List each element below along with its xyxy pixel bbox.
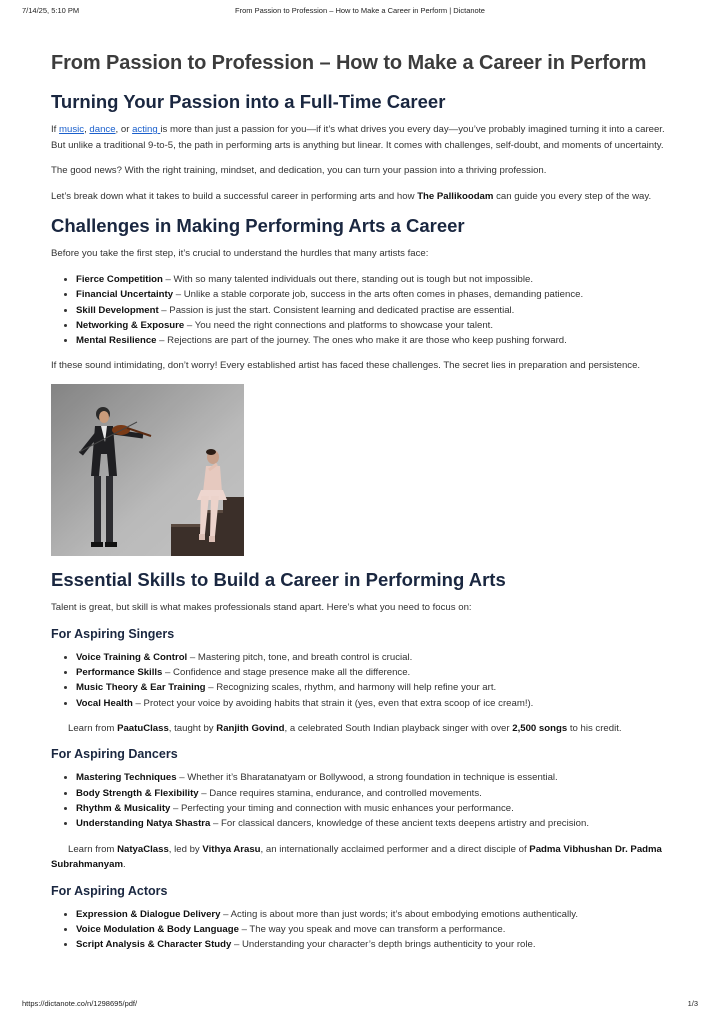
item-term: Performance Skills xyxy=(76,666,163,678)
item-term: Music Theory & Ear Training xyxy=(76,682,206,694)
text: , xyxy=(84,124,90,135)
text: Learn from xyxy=(68,722,118,734)
list-item xyxy=(76,922,671,937)
item-text: – Acting is about more than just words; it’s about embodying emotions authentically. xyxy=(220,908,578,920)
course-name: PaatuClass xyxy=(117,722,169,734)
paatuclass-paragraph xyxy=(51,721,671,737)
list-item xyxy=(76,650,671,665)
challenges-outro: If these sound intimidating, don’t worry! Every established artist has faced these challenges. The secret lies in preparation and persistence. xyxy=(51,360,641,372)
item-text: – You need the right connections and platforms to showcase your talent. xyxy=(184,319,494,331)
item-term: Understanding Natya Shastra xyxy=(76,818,211,830)
skills-intro: Talent is great, but skill is what makes professionals stand apart. Here’s what you need to focus on: xyxy=(51,602,472,614)
teacher-name: Ranjith Govind xyxy=(216,722,285,734)
item-text: – With so many talented individuals out there, standing out is tough but not impossible. xyxy=(162,273,533,285)
item-term: Financial Uncertainty xyxy=(76,289,174,301)
subheading-actors: For Aspiring Actors xyxy=(51,883,168,898)
text: , an internationally acclaimed performer and a direct disciple of xyxy=(260,843,530,855)
intro-paragraph xyxy=(51,122,671,153)
text: , or xyxy=(115,124,133,135)
text: . xyxy=(122,859,126,871)
list-item xyxy=(76,770,671,785)
challenges-intro: Before you take the first step, it’s crucial to understand the hurdles that many artists face: xyxy=(51,248,429,260)
item-text: – Confidence and stage presence make all the difference. xyxy=(162,666,411,678)
item-term: Body Strength & Flexibility xyxy=(76,787,199,799)
item-term: Expression & Dialogue Delivery xyxy=(76,908,221,920)
list-item xyxy=(76,272,671,287)
violinist-dancer-photo xyxy=(51,384,244,556)
guru-name: Padma Vibhushan Dr. Padma Subrahmanyam xyxy=(51,843,662,871)
text: Learn from xyxy=(68,843,118,855)
text: to his credit. xyxy=(567,722,622,734)
list-item xyxy=(76,318,671,333)
item-term: Fierce Competition xyxy=(76,273,163,285)
text: If xyxy=(51,124,59,135)
list-item xyxy=(76,907,671,922)
text: , a celebrated South Indian playback singer with over xyxy=(284,722,513,734)
music-link[interactable]: music xyxy=(59,124,85,135)
list-item xyxy=(76,287,671,302)
page-title: From Passion to Profession – How to Make a Career in Perform xyxy=(51,52,647,74)
item-text: – For classical dancers, knowledge of these ancient texts deepens artistry and precision. xyxy=(210,818,589,830)
print-title: From Passion to Profession – How to Make a Career in Perform | Dictanote xyxy=(235,6,485,15)
list-item xyxy=(76,937,671,952)
challenges-list xyxy=(51,272,671,348)
list-item xyxy=(76,696,671,711)
item-term: Skill Development xyxy=(76,304,159,316)
item-text: – Passion is just the start. Consistent learning and dedicated practise are essential. xyxy=(158,304,515,316)
teacher-name: Vithya Arasu xyxy=(202,843,261,855)
item-term: Script Analysis & Character Study xyxy=(76,939,232,951)
song-count: 2,500 songs xyxy=(512,722,568,734)
item-text: – Perfecting your timing and connection with music enhances your performance. xyxy=(170,803,514,815)
list-item xyxy=(76,801,671,816)
section-heading-career: Turning Your Passion into a Full-Time Career xyxy=(51,91,446,112)
item-text: – Protect your voice by avoiding habits that strain it (yes, even that extra scoop of ice cream!). xyxy=(132,697,534,709)
singers-list xyxy=(51,650,671,711)
list-item xyxy=(76,786,671,801)
item-text: – Recognizing scales, rhythm, and harmony will help refine your art. xyxy=(205,682,497,694)
list-item xyxy=(76,303,671,318)
list-item xyxy=(76,816,671,831)
article xyxy=(51,50,671,963)
item-term: Networking & Exposure xyxy=(76,319,185,331)
text: Let’s break down what it takes to build a successful career in performing arts and how xyxy=(51,190,418,202)
dance-link[interactable]: dance xyxy=(89,124,116,135)
acting-link[interactable]: acting xyxy=(132,124,161,135)
text: , taught by xyxy=(168,722,217,734)
item-term: Mastering Techniques xyxy=(76,772,177,784)
item-text: – Whether it’s Bharatanatyam or Bollywood, a strong foundation in technique is essential. xyxy=(176,772,558,784)
print-url: https://dictanote.co/n/1298695/pdf/ xyxy=(22,999,138,1008)
item-term: Voice Modulation & Body Language xyxy=(76,924,239,936)
list-item xyxy=(76,680,671,695)
item-term: Rhythm & Musicality xyxy=(76,803,171,815)
item-term: Mental Resilience xyxy=(76,335,157,347)
dancers-list xyxy=(51,770,671,831)
item-text: – Mastering pitch, tone, and breath control is crucial. xyxy=(187,651,413,663)
section-heading-skills: Essential Skills to Build a Career in Performing Arts xyxy=(51,569,506,591)
natyaclass-paragraph xyxy=(51,842,671,873)
brand-name: The Pallikoodam xyxy=(417,190,494,202)
text: can guide you every step of the way. xyxy=(493,190,652,202)
print-datetime: 7/14/25, 5:10 PM xyxy=(22,6,80,15)
page-number: 1/3 xyxy=(687,999,698,1008)
item-text: – Rejections are part of the journey. The ones who make it are those who keep pushing forward. xyxy=(156,335,567,347)
item-term: Vocal Health xyxy=(76,697,133,709)
item-text: – Unlike a stable corporate job, success in the arts often comes in phases, demanding patience. xyxy=(173,289,584,301)
print-footer xyxy=(22,999,698,1011)
item-term: Voice Training & Control xyxy=(76,651,188,663)
print-header xyxy=(22,6,698,20)
item-text: – Understanding your character’s depth brings authenticity to your role. xyxy=(231,939,536,951)
pallikoodam-paragraph xyxy=(51,189,671,205)
text: is more than just a passion for you—if it’s what drives you every day—you’ve probably imagined turning it into a career. But unlike a traditional 9-to-5, the path in performing arts is anything but linear. It comes with challenges, self-doubt, and moments of uncertainty. xyxy=(51,124,665,151)
subheading-dancers: For Aspiring Dancers xyxy=(51,747,178,762)
item-text: – Dance requires stamina, endurance, and controlled movements. xyxy=(198,787,482,799)
actors-list xyxy=(51,907,671,953)
list-item xyxy=(76,665,671,680)
item-text: – The way you speak and move can transform a performance. xyxy=(238,924,506,936)
subheading-singers: For Aspiring Singers xyxy=(51,626,175,641)
course-name: NatyaClass xyxy=(117,843,169,855)
text: , led by xyxy=(168,843,203,855)
list-item xyxy=(76,333,671,348)
section-heading-challenges: Challenges in Making Performing Arts a Career xyxy=(51,215,465,237)
good-news-paragraph: The good news? With the right training, mindset, and dedication, you can turn your passion into a thriving profession. xyxy=(51,165,547,177)
